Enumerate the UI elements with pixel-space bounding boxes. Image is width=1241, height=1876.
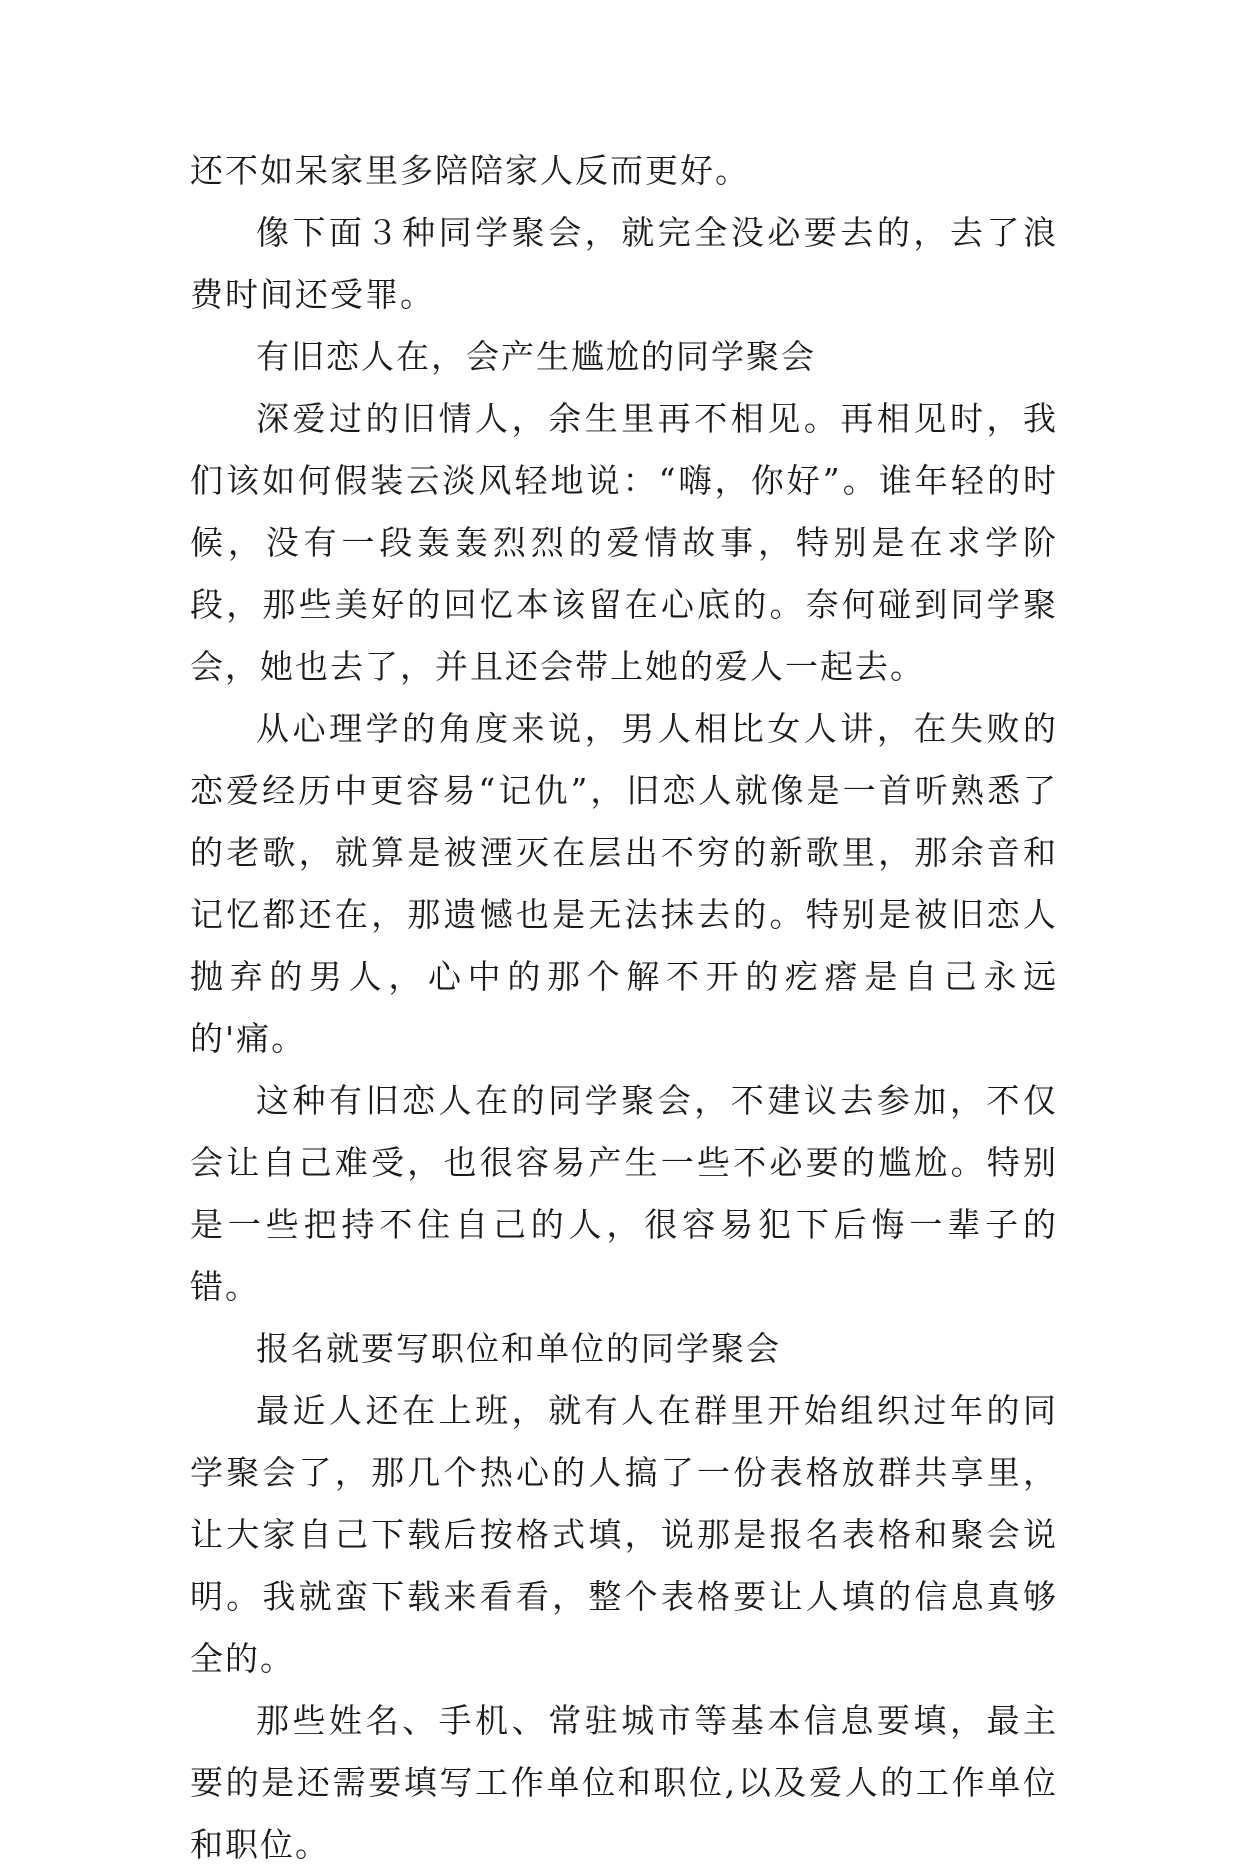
section-heading-old-lover: 有旧恋人在，会产生尴尬的同学聚会 [256,337,816,376]
section-heading-job-title: 报名就要写职位和单位的同学聚会 [256,1329,781,1368]
paragraph-body: 从心理学的角度来说，男人相比女人讲，在失败的恋爱经历中更容易“记仇”，旧恋人就像是一首听熟悉了的老歌，就算是被湮灭在层出不穷的新歌里，那余音和记忆都还在，那遗憾也是无法抹去的。特别是被旧恋人抛弃的男人，心中的那个解不开的疙瘩是自己永远的'痛。 [190,709,1058,1058]
paragraph-body: 那些姓名、手机、常驻城市等基本信息要填，最主要的是还需要填写工作单位和职位,以及爱人的工作单位和职位。 [190,1701,1058,1864]
paragraph-body: 深爱过的旧情人，余生里再不相见。再相见时，我们该如何假装云淡风轻地说：“嗨，你好”。谁年轻的时候，没有一段轰轰烈烈的爱情故事，特别是在求学阶段，那些美好的回忆本该留在心底的。奈何碰到同学聚会，她也去了，并且还会带上她的爱人一起去。 [190,399,1058,686]
paragraph-continuation: 还不如呆家里多陪陪家人反而更好。 [190,151,750,190]
document-page [190,140,1058,1876]
paragraph-body: 最近人还在上班，就有人在群里开始组织过年的同学聚会了，那几个热心的人搞了一份表格放群共享里，让大家自己下载后按格式填，说那是报名表格和聚会说明。我就蛮下载来看看，整个表格要让人填的信息真够全的。 [190,1391,1058,1678]
paragraph-intro: 像下面３种同学聚会，就完全没必要去的，去了浪费时间还受罪。 [190,213,1058,314]
paragraph-body: 这种有旧恋人在的同学聚会，不建议去参加，不仅会让自己难受，也很容易产生一些不必要的尴尬。特别是一些把持不住自己的人，很容易犯下后悔一辈子的错。 [190,1081,1058,1306]
